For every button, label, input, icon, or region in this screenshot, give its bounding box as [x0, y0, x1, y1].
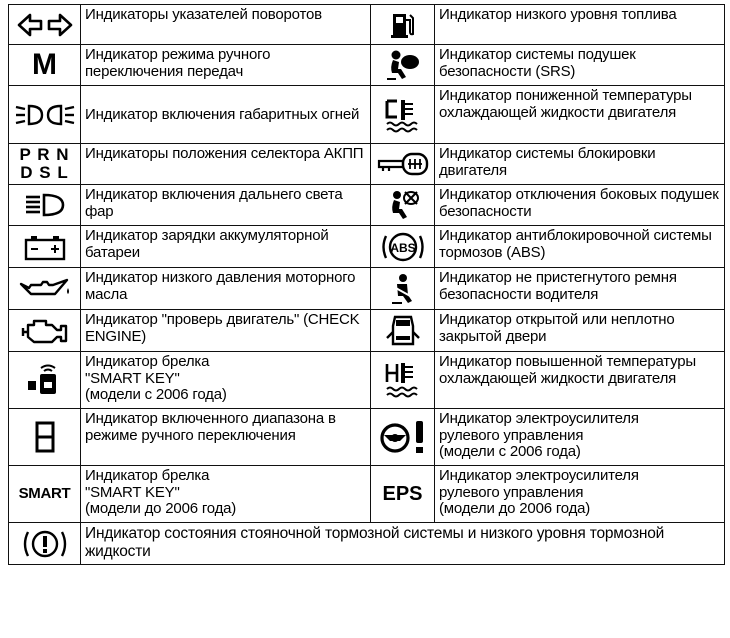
srs-airbag-icon [371, 45, 435, 86]
seatbelt-icon [371, 268, 435, 310]
list-item-label: Индикатор отключения боковых подушек безопасности [435, 185, 725, 226]
turn-signal-icon [9, 5, 81, 45]
indicator-table-sheet [8, 4, 724, 632]
list-item-label: Индикатор низкого давления моторного масла [81, 268, 371, 310]
side-airbag-off-icon [371, 185, 435, 226]
parking-brake-icon [9, 523, 81, 565]
fuel-pump-icon [371, 5, 435, 45]
power-steering-warning-icon [371, 409, 435, 466]
list-item-label: Индикатор пониженной температуры охлаждающей жидкости двигателя [435, 86, 725, 144]
oil-can-icon [9, 268, 81, 310]
position-lights-icon [9, 86, 81, 144]
table-row [9, 226, 725, 268]
svg-text:ABS: ABS [389, 240, 416, 255]
high-beam-icon [9, 185, 81, 226]
low-coolant-temp-icon [371, 86, 435, 144]
table-row [9, 5, 725, 45]
list-item-label: Индикатор системы подушек безопасности (SRS) [435, 45, 725, 86]
table-row [9, 466, 725, 523]
list-item-label: Индикатор повышенной температуры охлаждающей жидкости двигателя [435, 352, 725, 409]
list-item-label: Индикатор антиблокировочной системы тормозов (ABS) [435, 226, 725, 268]
gear-selector-icon: P R N D S L [9, 144, 81, 185]
list-item-label: Индикатор электроусилителя рулевого управления (модели до 2006 года) [435, 466, 725, 523]
smart-key-fob-icon [9, 352, 81, 409]
indicator-table [8, 4, 725, 565]
manual-mode-m-icon: M [9, 45, 81, 86]
table-row [9, 409, 725, 466]
list-item-label: Индикатор включенного диапазона в режиме ручного переключения [81, 409, 371, 466]
list-item-label: Индикатор зарядки аккумуляторной батареи [81, 226, 371, 268]
eps-text-icon: EPS [371, 466, 435, 523]
battery-icon [9, 226, 81, 268]
list-item-label: Индикатор включения дальнего света фар [81, 185, 371, 226]
door-open-icon [371, 310, 435, 352]
abs-icon [371, 226, 435, 268]
table-row [9, 185, 725, 226]
immobilizer-key-icon [371, 144, 435, 185]
list-item-label: Индикатор электроусилителя рулевого управления (модели с 2006 года) [435, 409, 725, 466]
high-coolant-temp-icon [371, 352, 435, 409]
list-item-label: Индикатор брелка "SMART KEY" (модели до 2006 года) [81, 466, 371, 523]
list-item-label: Индикатор не пристегнутого ремня безопасности водителя [435, 268, 725, 310]
list-item-label: Индикатор низкого уровня топлива [435, 5, 725, 45]
list-item-label: Индикатор открытой или неплотно закрытой двери [435, 310, 725, 352]
table-row [9, 268, 725, 310]
table-row [9, 523, 725, 565]
check-engine-icon [9, 310, 81, 352]
list-item-label: Индикаторы указателей поворотов [81, 5, 371, 45]
list-item-label: Индикатор режима ручного переключения передач [81, 45, 371, 86]
list-item-label: Индикаторы положения селектора АКПП [81, 144, 371, 185]
list-item-label: Индикатор "проверь двигатель" (CHECK ENGINE) [81, 310, 371, 352]
table-row [9, 352, 725, 409]
list-item-label: Индикатор состояния стояночной тормозной системы и низкого уровня тормозной жидкости [81, 523, 725, 565]
gear-digit-icon [9, 409, 81, 466]
list-item-label: Индикатор системы блокировки двигателя [435, 144, 725, 185]
smart-text-icon: SMART [9, 466, 81, 523]
table-row [9, 45, 725, 86]
list-item-label: Индикатор включения габаритных огней [81, 86, 371, 144]
table-row [9, 310, 725, 352]
table-row [9, 86, 725, 144]
list-item-label: Индикатор брелка "SMART KEY" (модели с 2006 года) [81, 352, 371, 409]
table-row [9, 144, 725, 185]
